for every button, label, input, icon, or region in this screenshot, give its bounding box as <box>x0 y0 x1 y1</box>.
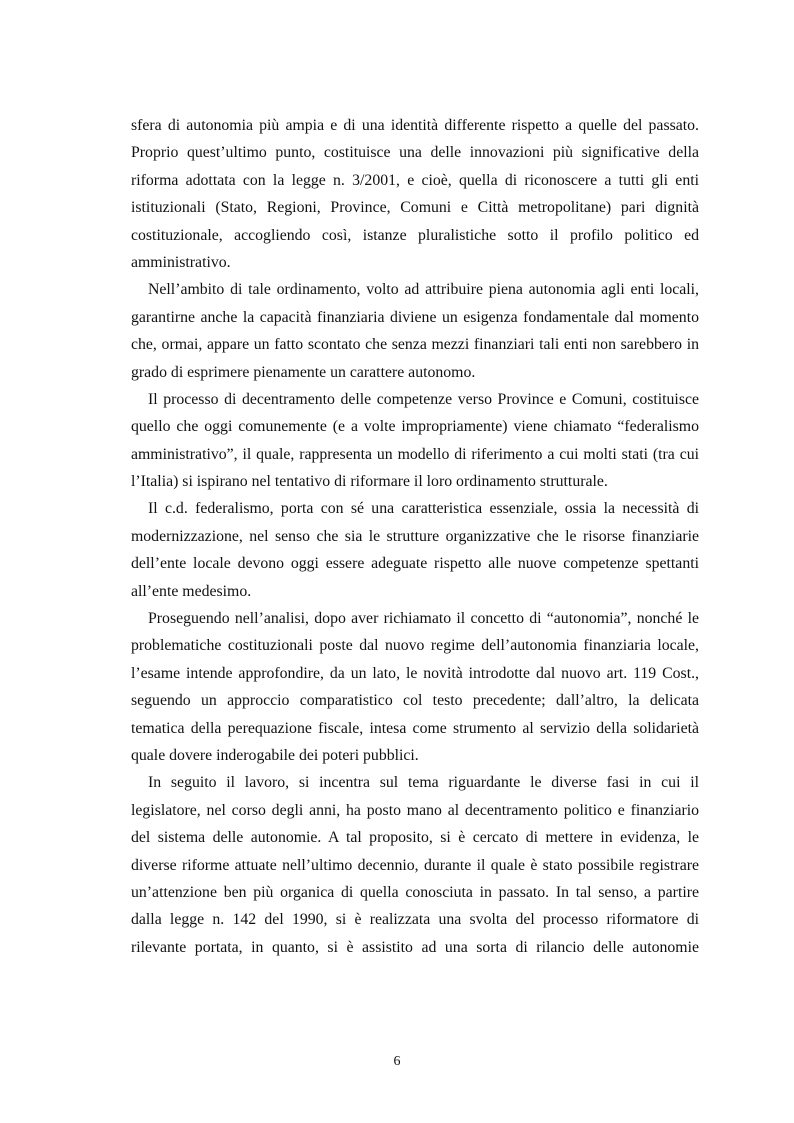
text-line: l’Italia) si ispirano nel tentativo di riformare il loro ordinamento strutturale. <box>131 473 608 491</box>
text-line: un’attenzione ben più organica di quella conosciuta in passato. In tal senso, a partire <box>131 883 699 901</box>
text-line: In seguito il lavoro, si incentra sul tema riguardante le diverse fasi in cui il <box>148 774 699 792</box>
text-line: dalla legge n. 142 del 1990, si è realizzata una svolta del processo riformatore di <box>131 911 699 929</box>
page-body <box>131 112 699 961</box>
text-line: costituzionale, accogliendo così, istanze pluralistiche sotto il profilo politico ed <box>131 226 699 244</box>
text-line: istituzionali (Stato, Regioni, Province, Comuni e Città metropolitane) pari dignità <box>131 199 699 217</box>
text-line: quale dovere inderogabile dei poteri pubblici. <box>131 746 419 764</box>
text-line: Nell’ambito di tale ordinamento, volto ad attribuire piena autonomia agli enti locali, <box>148 281 699 299</box>
text-line: dell’ente locale devono oggi essere adeguate rispetto alle nuove competenze spettanti <box>131 555 699 573</box>
page-number: 6 <box>393 1054 401 1069</box>
text-line: quello che oggi comunemente (e a volte impropriamente) viene chiamato “federalismo <box>131 418 699 436</box>
text-line: Proseguendo nell’analisi, dopo aver richiamato il concetto di “autonomia”, nonché le <box>148 610 699 628</box>
text-line: legislatore, nel corso degli anni, ha posto mano al decentramento politico e finanziario <box>131 801 699 819</box>
text-line: all’ente medesimo. <box>131 582 252 600</box>
text-line: amministrativo. <box>131 253 231 271</box>
text-line: garantirne anche la capacità finanziaria diviene un esigenza fondamentale dal momento <box>131 308 699 326</box>
text-line: sfera di autonomia più ampia e di una identità differente rispetto a quelle del passato. <box>131 117 699 134</box>
text-line: del sistema delle autonomie. A tal proposito, si è cercato di mettere in evidenza, le <box>131 829 699 847</box>
text-line: riforma adottata con la legge n. 3/2001, e cioè, quella di riconoscere a tutti gli enti <box>131 171 699 189</box>
text-line: problematiche costituzionali poste dal nuovo regime dell’autonomia finanziaria locale, <box>131 637 699 655</box>
text-line: diverse riforme attuate nell’ultimo decennio, durante il quale è stato possibile registrare <box>131 856 699 874</box>
text-line: seguendo un approccio comparatistico col testo precedente; dall’altro, la delicata <box>131 692 699 710</box>
text-line: l’esame intende approfondire, da un lato, le novità introdotte dal nuovo art. 119 Cost., <box>131 664 699 682</box>
text-line: Il c.d. federalismo, porta con sé una caratteristica essenziale, ossia la necessità di <box>148 500 699 518</box>
text-line: tematica della perequazione fiscale, intesa come strumento al servizio della solidarietà <box>131 719 699 737</box>
text-line: Proprio quest’ultimo punto, costituisce una delle innovazioni più significative della <box>131 144 699 162</box>
text-line: grado di esprimere pienamente un carattere autonomo. <box>131 363 476 381</box>
text-line: che, ormai, appare un fatto scontato che senza mezzi finanziari tali enti non sarebbero in <box>131 336 699 354</box>
text-line: rilevante portata, in quanto, si è assistito ad una sorta di rilancio delle autonomie <box>131 938 699 956</box>
text-line: modernizzazione, nel senso che sia le strutture organizzative che le risorse finanziarie <box>131 527 699 545</box>
text-line: Il processo di decentramento delle competenze verso Province e Comuni, costituisce <box>148 390 699 408</box>
text-line: amministrativo”, il quale, rappresenta un modello di riferimento a cui molti stati (tra cui <box>131 445 699 463</box>
